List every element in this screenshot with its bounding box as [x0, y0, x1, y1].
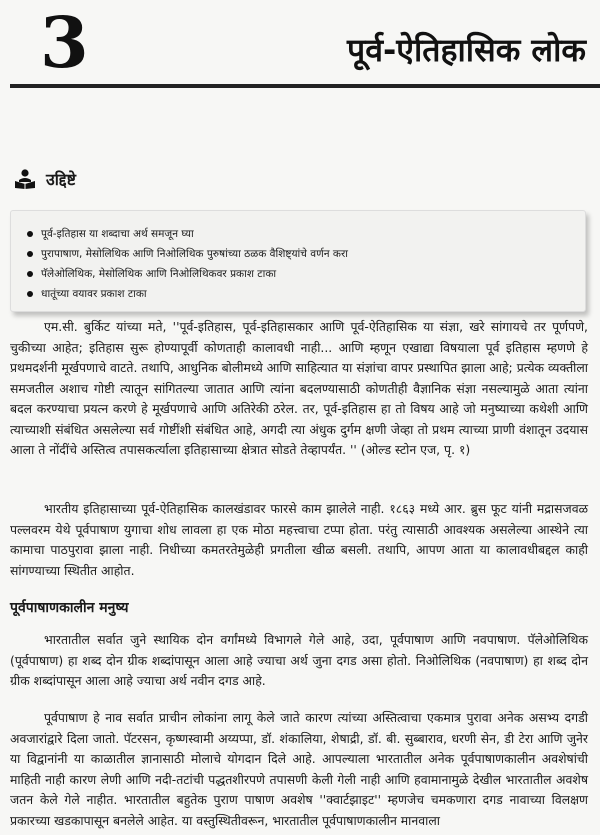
- objectives-header: [14, 168, 76, 190]
- reader-icon: [14, 169, 36, 189]
- chapter-title: पूर्व-ऐतिहासिक लोक: [347, 31, 586, 69]
- objective-item: पुरापाषाण, मेसोलिथिक आणि निओलिथिक पुरुषांच्या ठळक वैशिष्ट्यांचे वर्णन करा: [27, 244, 575, 264]
- body-paragraph-4: [10, 708, 588, 831]
- body-paragraph-2: [10, 499, 588, 581]
- chapter-number: 3: [40, 1, 89, 84]
- objectives-list: [27, 224, 575, 304]
- paragraph-text: भारतीय इतिहासाच्या पूर्व-ऐतिहासिक कालखंडावर फारसे काम झालेले नाही. १८६३ मध्ये आर. ब्रुस फूट यांनी मद्रासजवळ पल्लवरम येथे पूर्वपाषाण युगाचा शोध लावला हा एक मोठा महत्त्वाचा टप्पा होता. परंतु त्यासाठी आवश्यक असलेल्या आस्थेने त्या कामाचा पाठपुरावा झाला नाही. निधीच्या कमतरतेमुळेही प्रगतीला खीळ बसली. तथापि, आपण आता या कालावधीबद्दल काही सांगण्याच्या स्थितीत आहोत.: [10, 501, 588, 578]
- objective-item: पूर्व-इतिहास या शब्दाचा अर्थ समजून घ्या: [27, 224, 575, 244]
- objective-item: धातूंच्या वयावर प्रकाश टाका: [27, 284, 575, 304]
- body-paragraph-3: [10, 630, 588, 692]
- title-rule: [10, 84, 600, 88]
- paragraph-text: भारतातील सर्वात जुने स्थायिक दोन वर्गांमध्ये विभागले गेले आहे, उदा, पूर्वपाषाण आणि नवपाषाण. पॅलेओलिथिक (पूर्वपाषाण) हा शब्द दोन ग्रीक शब्दांपासून आला आहे ज्याचा अर्थ जुना दगड असा होतो. निओलिथिक (नवपाषाण) हा शब्द दोन ग्रीक शब्दांपासून आला आहे ज्याचा अर्थ नवीन दगड आहे.: [10, 632, 588, 688]
- paragraph-text: एम.सी. बुर्किट यांच्या मते, ''पूर्व-इतिहास, पूर्व-इतिहासकार आणि पूर्व-ऐतिहासिक या संज्ञा, खरे सांगायचे तर पूर्णपणे, चुकीच्या आहेत; इतिहास सुरू होण्यापूर्वी कोणताही कालावधी नाही... आणि म्हणून एखाद्या विषयाला पूर्व इतिहास म्हणणे हे प्रथमदर्शनी मूर्खपणाचे वाटते. तथापि, आधुनिक बोलीमध्ये आणि साहित्यात या संज्ञांचा वापर प्रस्थापित झाला आहे; प्रत्येक व्यक्तीला समजतील अशाच गोष्टी त्यातून सांगितल्या जातात आणि त्यांना बदलण्यासाठी कोणतीही वैज्ञानिक संज्ञा नसल्यामुळे आता त्यांना बदल करण्याचा प्रयत्न करणे हे मूर्खपणाचे आणि अतिरेकी ठरेल. तर, पूर्व-इतिहास हा तो विषय आहे जो मनुष्याच्या कथेशी आणि त्याच्याशी संबंधित असलेल्या सर्व गोष्टींशी संबंधित आहे, अगदी त्या अंधुक दुर्गम क्षणी जेव्हा तो प्रथम त्याच्या प्राणी वंशातून उदयास आला ते नोंदींचे अस्तित्व तपासकर्त्याला इतिहासाच्या क्षेत्रात सोडते तेव्हापर्यंत. '' (ओल्ड स्टोन एज, पृ. १): [10, 319, 588, 457]
- objectives-heading: उद्दिष्टे: [46, 170, 77, 189]
- section-heading: पूर्वपाषाणकालीन मनुष्य: [10, 600, 129, 616]
- objectives-box: [10, 210, 586, 312]
- objective-item: पॅलेओलिथिक, मेसोलिथिक आणि निओलिथिकवर प्रकाश टाका: [27, 264, 575, 284]
- body-paragraph-1: [10, 317, 588, 461]
- paragraph-text: पूर्वपाषाण हे नाव सर्वात प्राचीन लोकांना लागू केले जाते कारण त्यांच्या अस्तित्वाचा एकमात्र पुरावा अनेक असभ्य दगडी अवजारांद्वारे दिला जातो. पॅटरसन, कृष्णस्वामी अय्यप्पा, डॉ. शंकालिया, शेषाद्री, डॉ. बी. सुब्बाराव, धरणी सेन, डी टेरा आणि जुनेर या विद्वानांनी या काळातील ज्ञानासाठी मोलाचे योगदान दिले आहे. आपल्याला भारतातील अनेक पूर्वपाषाणकालीन अवशेषांची माहिती नाही कारण लेणी आणि नदी-तटांची पद्धतशीरपणे तपासणी केली गेली नाही आणि हवामानामुळे देखील भारतातील अवशेष जतन केले गेले नाहीत. भारतातील बहुतेक पुराण पाषाण अवशेष ''क्वार्टझाइट'' म्हणजेच चमकणारा दगड नावाच्या विलक्षण प्रकारच्या खडकापासून बनलेले आहेत. या वस्तुस्थितीवरून, भारतातील पूर्वपाषाणकालीन मानवाला: [10, 710, 588, 828]
